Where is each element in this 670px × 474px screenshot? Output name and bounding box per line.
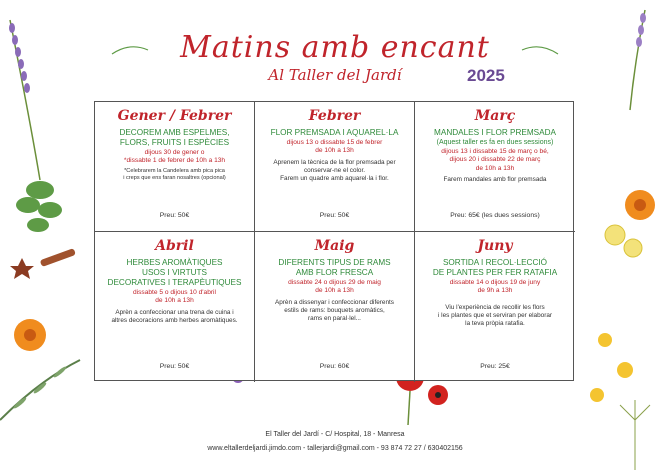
card-date-line: de 10h a 13h [475,164,515,172]
card-date-line: dijous 30 de gener o [144,149,205,156]
workshop-card-juny [415,232,575,382]
card-description [259,299,410,324]
card-month: Juny [477,238,513,254]
card-desc-line: la teva pròpia ratafia. [465,320,525,328]
card-date-line: dissabte 14 o dijous 19 de juny [449,279,541,286]
card-dates [99,149,250,166]
workshop-card-gener-febrer [95,102,255,232]
card-note-line: i creps que ens faran nosaltres (opcional) [123,174,226,181]
workshop-card-abril [95,232,255,382]
card-desc-line: altres decoracions amb herbes aromàtiques. [111,317,238,325]
footer-address: El Taller del Jardí - C/ Hospital, 18 - Manresa [265,431,405,438]
card-date-line: dijous 13 o dissabte 15 de febrer [286,139,383,146]
card-desc-line: Farem mandales amb flor premsada [443,176,547,184]
card-month: Març [474,108,516,124]
page-title: Matins amb encant [180,30,490,65]
workshop-card-febrer [255,102,415,232]
card-heading-line: SORTIDA I RECOL·LECCIÓ [442,258,548,267]
card-description [99,309,250,325]
workshop-grid [94,101,574,381]
card-date-line: dissabte 5 o dijous 10 d'abril [132,289,216,296]
card-heading-line: AMB FLOR FRESCA [295,268,374,277]
card-heading [99,128,250,148]
card-dates [259,279,410,296]
card-price: Preu: 25€ [480,363,510,370]
card-desc-line: Aprèn a confeccionar una trena de cuina i [115,308,234,316]
card-note [99,168,250,182]
card-heading-line: FLOR PREMSADA I AQUAREL·LA [270,128,399,137]
card-desc-line: conservar-ne el color. [303,167,366,175]
card-description [419,176,571,184]
mint-leaves-icon [16,181,62,232]
card-date-line: de 10h a 13h [315,147,354,155]
card-price: Preu: 60€ [319,363,350,370]
card-description [419,304,571,329]
card-desc-line: Farem un quadre amb aquarel·la i flor. [280,175,389,183]
year-label: 2025 [467,66,505,85]
card-heading-line: DECORATIVES I TERAPÈUTIQUES [107,278,242,287]
card-date-line: *dissabte 1 de febrer de 10h a 13h [123,157,226,165]
card-desc-line: Aprenem la tècnica de la flor premsada per [273,158,396,166]
workshop-card-marc [415,102,575,232]
card-heading-line: HERBES AROMÀTIQUES [126,258,223,267]
card-heading-line: DECOREM AMB ESPELMES, [119,128,230,137]
card-date-line: dissabte 24 o dijous 29 de maig [288,279,381,286]
rosemary-leaves-icon [13,365,68,409]
star-anise-icon [10,258,34,279]
card-price: Preu: 65€ (les dues sessions) [450,212,540,219]
card-date-line: de 10h a 13h [315,287,354,295]
card-description [259,159,410,184]
card-price: Preu: 50€ [159,363,190,370]
card-heading-line: DE PLANTES PER FER RATAFIA [432,268,558,277]
card-heading-line: MANDALES I FLOR PREMSADA [434,128,556,137]
card-month: Maig [314,238,355,254]
card-month: Abril [155,238,194,254]
card-note-line: *Celebrarem la Candelera amb pica pica [124,167,225,174]
card-heading-line: FLORS, FRUITS I ESPÈCIES [119,138,230,147]
card-price: Preu: 50€ [159,212,190,219]
card-dates [419,279,571,296]
yellow-flowers-icon [590,333,633,402]
calendula-flower-icon [625,190,655,220]
card-heading-line: DIFERENTS TIPUS DE RAMS [278,258,391,267]
card-heading [419,128,571,147]
calendula-flower-icon [14,319,46,351]
card-desc-line: rams en paral·lel... [308,315,361,323]
card-heading [259,128,410,138]
card-date-line: dijous 20 i dissabte 22 de març [449,156,541,164]
card-heading-line: USOS I VIRTUTS [142,268,207,277]
card-desc-line: Viu l'experiència de recollir les flors [445,303,545,311]
card-date-line: de 10h a 13h [155,297,194,305]
card-dates [99,289,250,306]
card-month: Gener / Febrer [117,108,232,124]
cinnamon-icon [40,248,76,267]
card-dates [419,148,571,173]
lemon-slices-icon [605,225,642,257]
card-subheading: (Aquest taller es fa en dues sessions) [436,139,554,146]
card-desc-line: i les plantes que et serviran per elaborar [437,312,553,320]
card-date-line: dijous 13 i dissabte 15 de març o bé, [441,148,549,155]
card-desc-line: Aprèn a dissenyar i confeccionar diferents [274,298,394,306]
card-price: Preu: 50€ [319,212,350,219]
page-subtitle: Al Taller del Jardí [268,66,402,84]
card-dates [259,139,410,156]
footer-contact: www.eltallerdeljardi.jimdo.com - tallerjardi@gmail.com - 93 874 72 27 / 630402156 [207,445,463,452]
workshop-card-maig [255,232,415,382]
card-heading [259,258,410,278]
card-month: Febrer [308,108,361,124]
card-desc-line: estils de rams: bouquets aromàtics, [284,307,385,315]
card-heading [99,258,250,288]
card-heading [419,258,571,278]
card-date-line: de 9h a 13h [477,287,513,295]
